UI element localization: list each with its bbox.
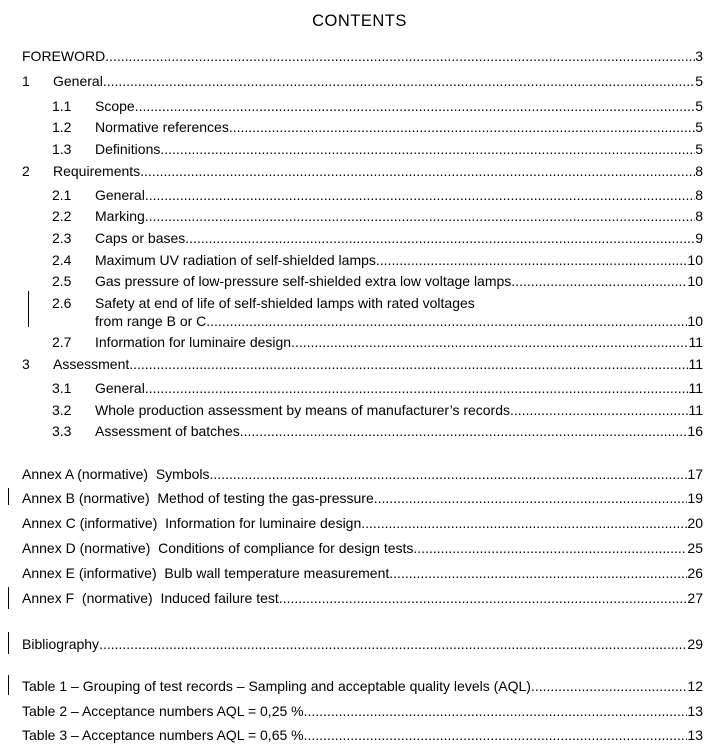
toc-entry-annex-f[interactable] [22,589,703,607]
dot-leader [160,140,695,158]
section-number: 3.3 [52,423,72,439]
section-number: 1.2 [52,119,72,135]
toc-entry-section-2-6[interactable] [95,312,703,330]
toc-entry-annex-e[interactable] [22,564,703,582]
toc-entry-section-2[interactable] [22,162,703,180]
entry-label: General [95,380,145,396]
section-number: 2.4 [52,252,72,268]
toc-entry-section-1[interactable] [22,72,703,90]
page-number: 26 [687,565,703,581]
toc-entry-annex-b[interactable] [22,489,703,507]
section-number: 2.6 [52,295,72,311]
entry-label: Annex C (informative) Information for luminaire design [22,515,362,531]
entry-label: Definitions [95,141,161,157]
section-number: 2.3 [52,230,72,246]
toc-entry-section-2-6-line1[interactable] [52,294,475,312]
toc-entry-section-3-1[interactable] [52,379,703,397]
dot-leader [304,702,688,720]
dot-leader [279,589,688,607]
dot-leader [145,207,695,225]
dot-leader [135,97,696,115]
toc-entry-annex-c[interactable] [22,514,703,532]
page-number: 8 [695,208,703,224]
page-number: 5 [695,119,703,135]
toc-entry-section-1-1[interactable] [52,97,703,115]
entry-label: FOREWORD [22,48,106,64]
toc-entry-section-3-2[interactable] [52,401,703,419]
entry-label: General [53,73,103,89]
entry-label: General [95,187,145,203]
entry-label: Assessment of batches [95,423,240,439]
page-number: 16 [687,423,703,439]
toc-entry-section-2-5[interactable] [52,272,703,290]
entry-label: Annex B (normative) Method of testing the gas-pressure [22,490,374,506]
section-number: 1 [22,73,30,89]
dot-leader [291,333,688,351]
page-number: 10 [687,313,703,329]
section-number: 2 [22,163,30,179]
entry-label: Annex F (normative) Induced failure test [22,590,279,606]
dot-leader [99,635,687,653]
page-number: 11 [688,356,703,372]
dot-leader [240,422,688,440]
entry-label: Table 3 – Acceptance numbers AQL = 0,65 % [22,727,304,743]
dot-leader [105,47,695,65]
page-number: 8 [695,187,703,203]
toc-entry-annex-d[interactable] [22,539,703,557]
section-number: 1.3 [52,141,72,157]
dot-leader [389,564,687,582]
toc-entry-section-2-7[interactable] [52,333,703,351]
dot-leader [185,229,695,247]
dot-leader [511,272,687,290]
entry-label: Information for luminaire design [95,334,292,350]
entry-label-continued: from range B or C [95,313,207,329]
section-number: 2.7 [52,334,72,350]
page-number: 11 [688,402,703,418]
entry-label: Normative references [95,119,229,135]
section-number: 2.2 [52,208,72,224]
page-number: 8 [695,163,703,179]
dot-leader [531,677,687,695]
page-number: 10 [687,252,703,268]
dot-leader [304,726,688,744]
section-number: 2.1 [52,187,72,203]
page-number: 5 [695,98,703,114]
page-number: 5 [695,141,703,157]
dot-leader [140,162,695,180]
toc-entry-table-2[interactable] [22,702,703,720]
entry-label: Bibliography [22,636,100,652]
toc-entry-table-1[interactable] [22,677,703,695]
dot-leader [374,489,688,507]
page-number: 3 [695,48,703,64]
entry-label: Safety at end of life of self-shielded lamps with rated voltages [95,295,475,311]
page-number: 20 [687,515,703,531]
entry-label: Annex D (normative) Conditions of compliance for design tests [22,540,414,556]
page-number: 19 [687,490,703,506]
page-number: 11 [688,380,703,396]
dot-leader [210,465,688,483]
toc-entry-foreword[interactable] [22,47,703,65]
page-number: 5 [695,73,703,89]
change-bar [8,488,9,505]
toc-entry-section-2-4[interactable] [52,251,703,269]
entry-label: Caps or bases [95,230,186,246]
entry-label: Annex E (informative) Bulb wall temperature measurement [22,565,390,581]
dot-leader [206,312,687,330]
page-number: 17 [687,466,703,482]
toc-entry-section-2-2[interactable] [52,207,703,225]
toc-entry-section-1-3[interactable] [52,140,703,158]
entry-label: Table 2 – Acceptance numbers AQL = 0,25 % [22,703,304,719]
dot-leader [129,355,688,373]
dot-leader [145,186,695,204]
entry-label: Assessment [53,356,130,372]
section-number: 3 [22,356,30,372]
entry-label: Gas pressure of low-pressure self-shielded extra low voltage lamps [95,273,512,289]
page-number: 10 [687,273,703,289]
dot-leader [510,401,688,419]
entry-label: Annex A (normative) Symbols [22,466,210,482]
dot-leader [229,118,695,136]
toc-entry-annex-a[interactable] [22,465,703,483]
entry-label: Whole production assessment by means of manufacturer’s records [95,402,511,418]
page-number: 13 [687,703,703,719]
dot-leader [145,379,689,397]
page-number: 12 [687,678,703,694]
dot-leader [376,251,688,269]
dot-leader [103,72,695,90]
dot-leader [361,514,687,532]
entry-label: Maximum UV radiation of self-shielded lamps [95,252,376,268]
page-number: 9 [695,230,703,246]
entry-label: Scope [95,98,135,114]
change-bar [8,675,9,695]
section-number: 1.1 [52,98,72,114]
page-title: CONTENTS [312,12,407,30]
entry-label: Marking [95,208,145,224]
section-number: 3.2 [52,402,72,418]
toc-entry-bibliography[interactable] [22,635,703,653]
change-bar [8,587,9,609]
page-number: 13 [687,727,703,743]
page-number: 11 [688,334,703,350]
page-number: 25 [687,540,703,556]
toc-entry-section-2-1[interactable] [52,186,703,204]
toc-entry-section-3-3[interactable] [52,422,703,440]
page-number: 27 [687,590,703,606]
toc-entry-section-3[interactable] [22,355,703,373]
page-number: 29 [687,636,703,652]
section-number: 2.5 [52,273,72,289]
toc-entry-section-1-2[interactable] [52,118,703,136]
dot-leader [413,539,687,557]
toc-entry-table-3[interactable] [22,726,703,744]
change-bar [28,291,29,327]
section-number: 3.1 [52,380,72,396]
entry-label: Table 1 – Grouping of test records – Sampling and acceptable quality levels (AQL) [22,678,531,694]
entry-label: Requirements [53,163,141,179]
change-bar [8,632,9,654]
toc-entry-section-2-3[interactable] [52,229,703,247]
